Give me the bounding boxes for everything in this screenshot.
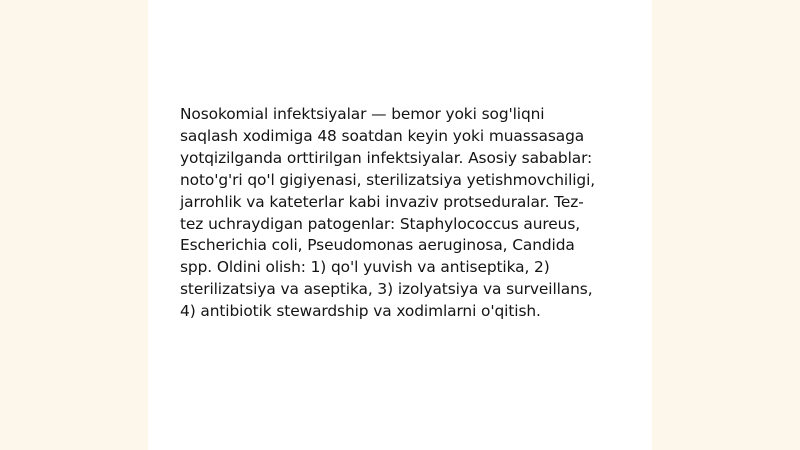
- right-margin-panel: [652, 0, 800, 450]
- document-page: [148, 0, 652, 450]
- left-margin-panel: [0, 0, 148, 450]
- body-paragraph: Nosokomial infektsiyalar — bemor yoki sog'liqni saqlash xodimiga 48 soatdan keyin yoki muassasaga yotqizilganda orttirilgan infektsiyalar. Asosiy sabablar: noto'g'ri qo'l gigiyenasi, sterilizatsiya yetishmovchiligi, jarrohlik va kateterlar kabi invaziv protseduralar. Tez- tez uchraydigan patogenlar: Staphylococcus aureus, Escherichia coli, Pseudomonas aeruginosa, Candida spp. Oldini olish: 1) qo'l yuvish va antiseptika, 2) sterilizatsiya va aseptika, 3) izolyatsiya va surveillans, 4) antibiotik stewardship va xodimlarni o'qitish.: [180, 105, 596, 321]
